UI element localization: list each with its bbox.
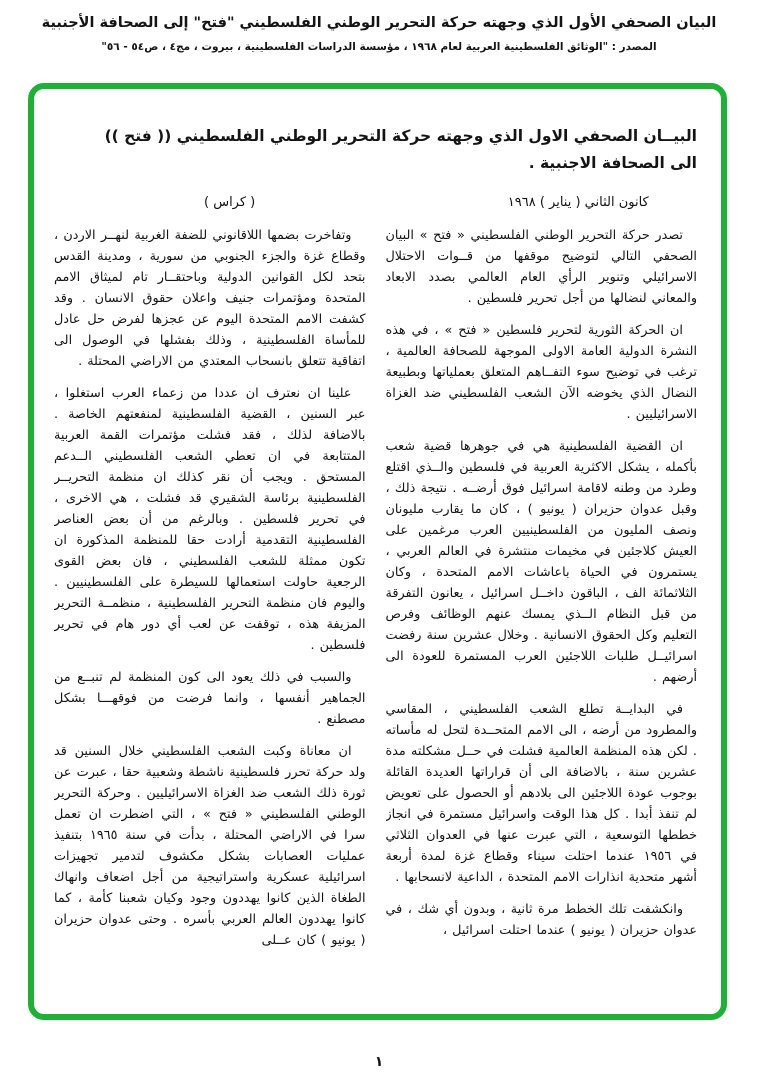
paragraph: والسبب في ذلك يعود الى كون المنظمة لم تنبــع من الجماهير أنفسها ، وانما فرضت من فوقهـــا بشكل مصطنع . [54,670,366,727]
document-title [54,123,697,177]
paragraph: علينا ان نعترف ان عددا من زعماء العرب استغلوا ، عبر السنين ، القضية الفلسطينية لمنفعتهم الخاصة . بالاضافة لذلك ، فقد فشلت مؤتمرات القمة العربية المتتابعة في ان تعطي الشعب الفلسطيني الــدعم المستحق . ويجب أن نقر كذلك ان منظمة التحريــر الفلسطينية برئاسة الشقيري قد فشلت ، هي الاخرى ، في تحرير فلسطين . وبالرغم من أن بعض العناصر الفلسطينية التقدمية أرادت حقا للمنظمة المذكورة ان تكون ممثلة للشعب الفلسطيني ، فان بعض القوى الرجعية حاولت استعمالها للسيطرة على الفلسطينيين . واليوم فان منظمة التحرير الفلسطينية ، منظمــة التحرير المزيفة هذه ، توقفت عن لعب أي دور هام في تحرير فلسطين . [54,386,366,653]
document-frame [28,83,727,1020]
column-left-label: ( كراس ) [204,195,256,210]
page-number: ١ [374,1054,384,1070]
paragraph: في البدايــة تطلع الشعب الفلسطيني ، المقاسي والمطرود من أرضه ، الى الامم المتحــدة لتحل له مأساته . لكن هذه المنظمة العالمية فشلت في حــل مشكلته مدة عشرين سنة ، بالاضافة الى أن قراراتها العديدة القائلة بوجوب عودة اللاجئين الى بلادهم أو الحصول على تعويض لم تنفذ أبدا . كل هذا الوقت واسرائيل مستمرة في انجاز خططها التوسعية ، التي عبرت عنها في العدوان الثلاثي في ١٩٥٦ عندما احتلت سيناء وقطاع غزة لمدة أربعة أشهر متحدية انذارات الامم المتحدة ، الداعية لانسحابها . [385,702,697,885]
document-title-line2: الى الصحافة الاجنبية . [528,154,697,172]
page-header-source: المصدر : "الوثائق الفلسطينية العربية لعام ١٩٦٨ ، مؤسسة الدراسات الفلسطينية ، بيروت ، مج٤ ، ص٥٤ - ٥٦" [101,41,657,53]
document-columns [54,225,697,962]
page-header [0,0,758,56]
paragraph: تصدر حركة التحرير الوطني الفلسطيني « فتح » البيان الصحفي التالي لتوضيح موقفها من قــوات الاحتلال الاسرائيلي وتنوير الرأي العام العالمي بصدد الابعاد والمعاني لنضالها من أجل تحرير فلسطين . [385,228,697,306]
document-meta-row [54,193,697,213]
page-header-title: البيان الصحفي الأول الذي وجهته حركة التحرير الوطني الفلسطيني "فتح" إلى الصحافة الأجنبية [41,15,717,31]
column-right [386,225,698,962]
document-date: كانون الثاني ( يناير ) ١٩٦٨ [507,195,649,210]
column-left [54,225,366,962]
document-title-line1: البيــان الصحفي الاول الذي وجهته حركة التحرير الوطني الفلسطيني (( فتح )) [104,127,697,145]
paragraph: ان معاناة وكبت الشعب الفلسطيني خلال السنين قد ولد حركة تحرر فلسطينية ناشطة وشعبية حقا ، عبرت عن ثورة ذلك الشعب ضد الغزاة الاسرائيليين . وحركة التحرير الوطني الفلسطيني « فتح » ، التي اضطرت ان تعمل سرا في الاراضي المحتلة ، بدأت في سنة ١٩٦٥ بتنفيذ عمليات العصابات بشكل مكشوف لتدمير تجهيزات اسرائيلية عسكرية واستراتيجية من أجل اضعاف وانهاك الطغاة الذين كانوا يهددون وجود وكيان شعبنا كأمة ، كما كانوا يهددون العالم العربي بأسره . وحتى عدوان حزيران ( يونيو ) كان عــلى [54,744,366,948]
paragraph: ان القضية الفلسطينية هي في جوهرها قضية شعب بأكمله ، يشكل الاكثرية العربية في فلسطين والــذي اقتلع وطرد من وطنه لاقامة اسرائيل فوق أرضــه . نتيجة ذلك ، وقبل عدوان حزيران ( يونيو ) ، كان ما يقارب مليونان ونصف المليون من الفلسطينيين العرب مرغمين على العيش كلاجئين في مخيمات منتشرة في العالم العربي ، يستمرون في الحياة باعاشات الامم المتحدة ، وكان الثلاثمائة الف ، الباقون داخــل اسرائيل ، يعانون التفرقة من قبل النظام الــذي يمسك عنهم الوظائف وفرص التعليم وكل الحقوق الانسانية . وخلال عشرين سنة رفضت اسرائيــل طلبات اللاجئين العرب المستمرة للعودة الى أرضهم . [385,439,697,685]
paragraph: وانكشفت تلك الخطط مرة ثانية ، وبدون أي شك ، في عدوان حزيران ( يونيو ) عندما احتلت اسرائيل ، [385,902,697,938]
paragraph: وتفاخرت بضمها اللاقانوني للضفة الغربية لنهــر الاردن ، وقطاع غزة والجزء الجنوبي من سورية ، ومدينة القدس بتحد لكل القوانين الدولية وباحتقــار تام لميثاق الامم المتحدة ومؤتمرات جنيف واعلان حقوق الانسان . وقد كشفت الامم المتحدة اليوم عن عجزها لفرض حل عادل للمأساة الفلسطينية ، وذلك بفشلها في الوصول الى اتفاقية تتعلق بانسحاب المعتدي من الاراضي المحتلة . [54,228,366,369]
paragraph: ان الحركة الثورية لتحرير فلسطين « فتح » ، في هذه النشرة الدولية العامة الاولى الموجهة للصحافة العالمية ، ترغب في توضيح سوء التفــاهم المتعلق بعملياتها وبطبيعة النضال الذي يخوضه الآن الشعب الفلسطيني ضد الغزاة الاسرائيليين . [385,323,697,422]
